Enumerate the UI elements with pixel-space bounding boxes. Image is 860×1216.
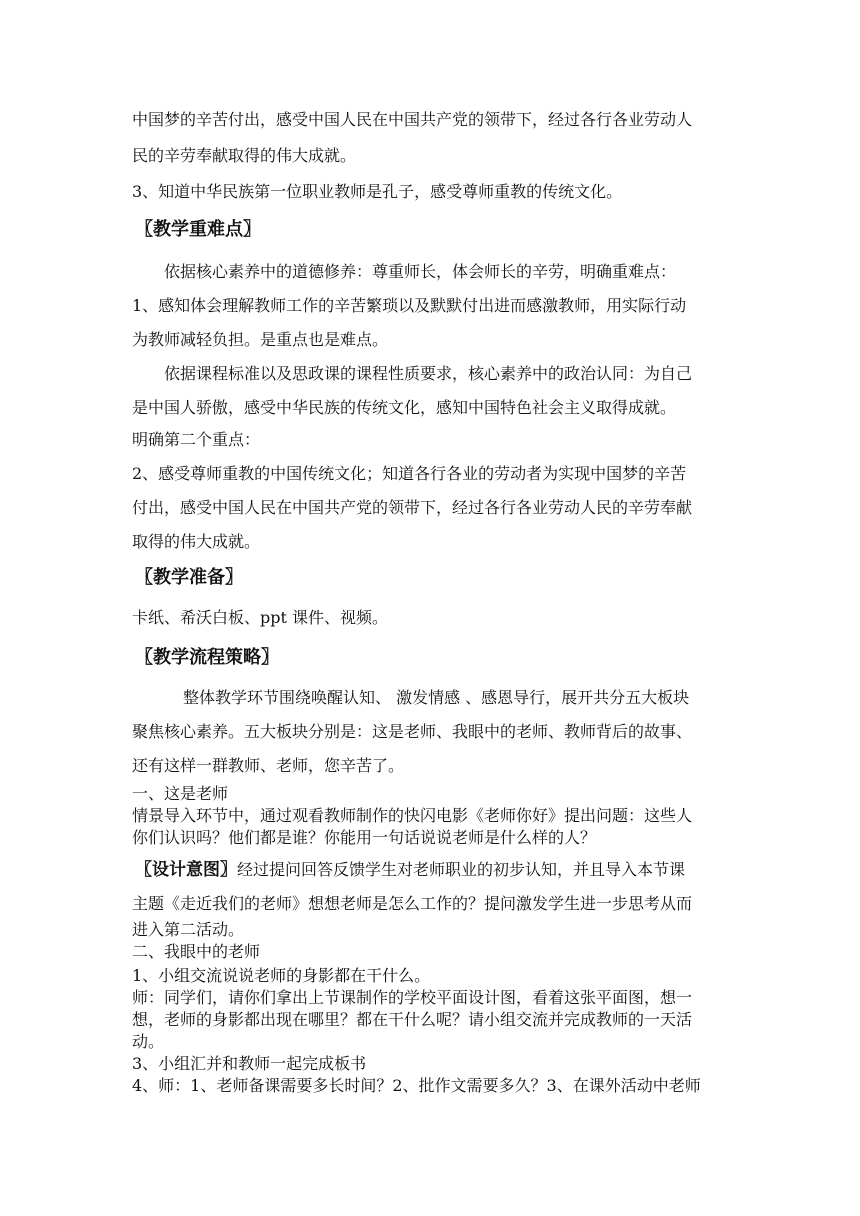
section-heading-teaching-flow: 〖教学流程策略〗: [135, 647, 279, 668]
design-intent-line: [135, 860, 735, 880]
body-text-line: 进入第二活动。: [132, 920, 245, 939]
section-heading-preparation: 〖教学准备〗: [135, 567, 243, 588]
body-text-line: 付出，感受中国人民在中国共产党的领带下，经过各行各业劳动人民的辛劳奉献: [132, 498, 693, 517]
body-text-line: 还有这样一群教师、老师，您辛苦了。: [132, 756, 405, 775]
body-text-line: 依据核心素养中的道德修养：尊重师长，体会师长的辛劳，明确重难点：: [164, 262, 677, 281]
body-text-line: 动。: [132, 1032, 165, 1051]
body-text-line: 中国梦的辛苦付出，感受中国人民在中国共产党的领带下，经过各行各业劳动人: [132, 110, 693, 129]
body-text-line: 聚焦核心素养。五大板块分别是：这是老师、我眼中的老师、教师背后的故事、: [132, 722, 693, 741]
body-text-line: 4、师：1、老师备课需要多长时间？2、批作文需要多久？3、在课外活动中老师: [132, 1076, 701, 1095]
body-text-line: 情景导入环节中，通过观看教师制作的快闪电影《老师你好》提出问题：这些人: [132, 806, 693, 825]
body-text-line: 你们认识吗？他们都是谁？你能用一句话说说老师是什么样的人？: [132, 828, 597, 847]
body-text-line: 3、知道中华民族第一位职业教师是孔子，感受尊师重教的传统文化。: [132, 182, 623, 201]
section-heading-key-points: 〖教学重难点〗: [135, 219, 261, 240]
body-text-line: 二、我眼中的老师: [132, 942, 261, 961]
body-text-line: 一、这是老师: [132, 784, 229, 803]
body-text-line: 卡纸、希沃白板、ppt 课件、视频。: [132, 608, 389, 627]
design-intent-text: 经过提问回答反馈学生对老师职业的初步认知，并且导入本节课: [237, 860, 686, 879]
body-text-line: 依据课程标准以及思政课的课程性质要求，核心素养中的政治认同：为自己: [164, 364, 693, 383]
body-text-line: 3、小组汇并和教师一起完成板书: [132, 1054, 367, 1073]
body-text-line: 师：同学们，请你们拿出上节课制作的学校平面设计图，看着这张平面图，想一: [132, 988, 693, 1007]
body-text-line: 整体教学环节围绕唤醒认知、 激发情感 、感恩导行，展开共分五大板块: [183, 688, 690, 707]
body-text-line: 民的辛劳奉献取得的伟大成就。: [132, 146, 357, 165]
body-text-line: 是中国人骄傲，感受中华民族的传统文化，感知中国特色社会主义取得成就。: [132, 398, 677, 417]
body-text-line: 取得的伟大成就。: [132, 532, 261, 551]
design-intent-label: 〖设计意图〗: [135, 860, 237, 880]
body-text-line: 想，老师的身影都出现在哪里？都在干什么呢？请小组交流并完成教师的一天活: [132, 1010, 693, 1029]
body-text-line: 明确第二个重点：: [132, 430, 261, 449]
body-text-line: 2、感受尊师重教的中国传统文化；知道各行各业的劳动者为实现中国梦的辛苦: [132, 464, 687, 483]
body-text-line: 为教师减轻负担。是重点也是难点。: [132, 330, 389, 349]
body-text-line: 1、感知体会理解教师工作的辛苦繁琐以及默默付出进而感激教师，用实际行动: [132, 296, 687, 315]
body-text-line: 主题《走近我们的老师》想想老师是怎么工作的？提问激发学生进一步思考从而: [132, 894, 693, 913]
body-text-line: 1、小组交流说说老师的身影都在干什么。: [132, 966, 431, 985]
